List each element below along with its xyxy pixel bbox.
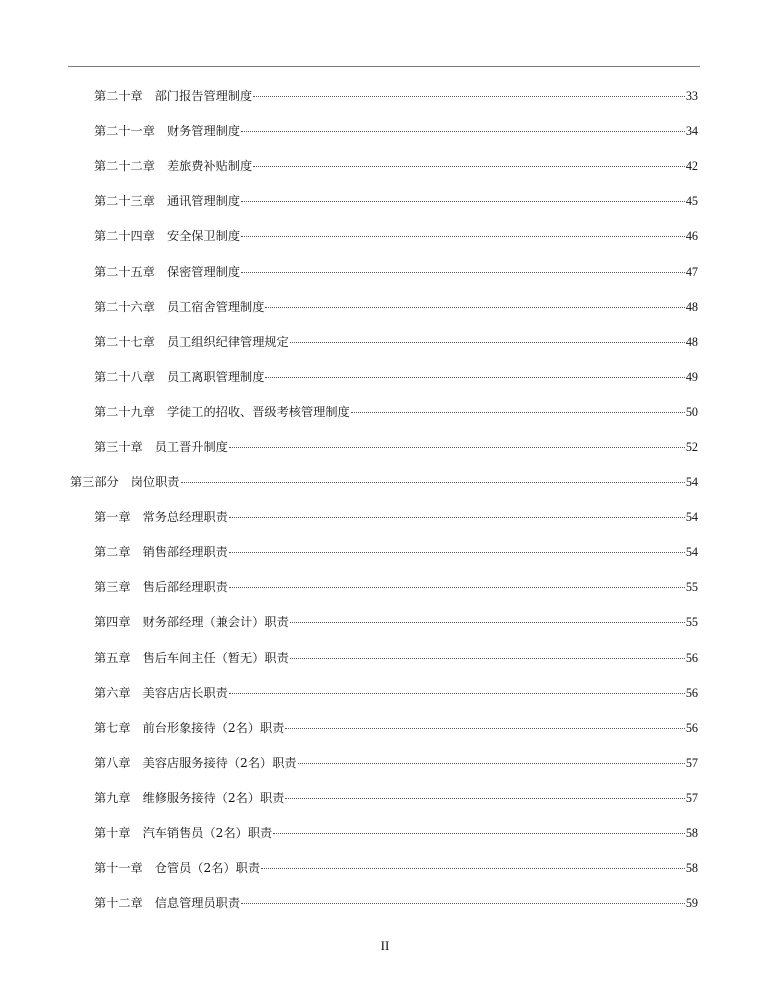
toc-entry-page: 58 (685, 861, 698, 876)
toc-entry-line (94, 719, 770, 736)
toc-entry-title: 财务管理制度 (166, 124, 241, 139)
toc-entry-line (94, 157, 770, 174)
toc-entry-number: 第二章 (94, 545, 131, 560)
dot-leader (229, 552, 685, 553)
toc-entry[interactable] (0, 359, 770, 394)
toc-entry[interactable] (0, 289, 770, 324)
toc-entry-title: 售后部经理职责 (142, 580, 228, 595)
toc-entry-number: 第九章 (94, 790, 131, 805)
dot-leader (290, 342, 685, 343)
toc-entry-number: 第二十六章 (94, 299, 155, 314)
toc-entry-title: 通讯管理制度 (166, 194, 241, 209)
toc-entry[interactable] (0, 148, 770, 183)
toc-entry-number: 第四章 (94, 615, 131, 630)
toc-entry-title: 安全保卫制度 (166, 229, 241, 244)
toc-entry[interactable] (0, 324, 770, 359)
toc-entry-line (94, 368, 770, 385)
toc-entry-page: 52 (685, 439, 698, 454)
toc-entry-line (94, 438, 770, 455)
toc-entry-line (70, 473, 770, 490)
toc-entry-page: 56 (685, 685, 698, 700)
dot-leader (241, 236, 685, 237)
toc-entry[interactable] (0, 604, 770, 639)
toc-entry-page: 54 (685, 545, 698, 560)
toc-part-entry[interactable] (0, 464, 770, 499)
toc-entry-line (94, 263, 770, 280)
toc-entry-number: 第七章 (94, 720, 131, 735)
toc-entry[interactable] (0, 745, 770, 780)
dot-leader (229, 517, 685, 518)
toc-entry-title: 学徒工的招收、晋级考核管理制度 (166, 404, 350, 419)
dot-leader (290, 658, 685, 659)
dot-leader (265, 307, 684, 308)
toc-entry-line (94, 754, 770, 771)
toc-entry-page: 34 (685, 124, 698, 139)
toc-entry-page: 57 (685, 790, 698, 805)
toc-entry-line (94, 894, 770, 911)
toc-entry[interactable] (0, 113, 770, 148)
table-of-contents (0, 78, 770, 920)
toc-entry-title: 美容店服务接待（2名）职责 (142, 755, 297, 770)
toc-entry-title: 美容店店长职责 (142, 685, 228, 700)
toc-entry[interactable] (0, 253, 770, 288)
toc-entry[interactable] (0, 183, 770, 218)
dot-leader (229, 693, 685, 694)
toc-entry-line (94, 508, 770, 525)
toc-entry-title: 维修服务接待（2名）职责 (142, 790, 285, 805)
toc-entry-title: 岗位职责 (130, 475, 180, 490)
toc-entry-number: 第二十章 (94, 89, 143, 104)
toc-entry-page: 47 (685, 264, 698, 279)
toc-entry[interactable] (0, 850, 770, 885)
toc-entry-title: 前台形象接待（2名）职责 (142, 720, 285, 735)
toc-entry[interactable] (0, 569, 770, 604)
toc-entry-line (94, 824, 770, 841)
dot-leader (261, 868, 685, 869)
dot-leader (273, 833, 685, 834)
dot-leader (253, 166, 685, 167)
toc-entry-page: 33 (685, 89, 698, 104)
toc-entry-title: 常务总经理职责 (142, 510, 228, 525)
toc-entry-page: 54 (685, 510, 698, 525)
toc-entry-page: 45 (685, 194, 698, 209)
dot-leader (229, 587, 685, 588)
toc-entry[interactable] (0, 499, 770, 534)
toc-entry-title: 员工宿舍管理制度 (166, 299, 265, 314)
toc-entry-page: 48 (685, 334, 698, 349)
header-rule (68, 66, 700, 67)
toc-entry-title: 信息管理员职责 (154, 896, 241, 911)
toc-entry-line (94, 192, 770, 209)
toc-entry[interactable] (0, 78, 770, 113)
dot-leader (241, 131, 685, 132)
toc-entry-number: 第十章 (94, 826, 131, 841)
toc-entry-page: 46 (685, 229, 698, 244)
toc-entry[interactable] (0, 885, 770, 920)
toc-entry[interactable] (0, 534, 770, 569)
toc-entry-line (94, 684, 770, 701)
toc-entry-line (94, 578, 770, 595)
toc-entry-page: 55 (685, 615, 698, 630)
toc-entry-page: 50 (685, 404, 698, 419)
toc-entry[interactable] (0, 815, 770, 850)
page-number: II (380, 938, 390, 953)
toc-entry-number: 第八章 (94, 755, 131, 770)
toc-entry-page: 56 (685, 650, 698, 665)
toc-entry-page: 55 (685, 580, 698, 595)
toc-entry-title: 差旅费补贴制度 (166, 159, 253, 174)
toc-entry-title: 保密管理制度 (166, 264, 241, 279)
toc-entry-number: 第一章 (94, 510, 131, 525)
toc-entry-line (94, 333, 770, 350)
toc-entry-title: 员工晋升制度 (154, 439, 228, 454)
toc-entry-line (94, 403, 770, 420)
dot-leader (298, 763, 685, 764)
toc-entry-number: 第二十七章 (94, 334, 155, 349)
toc-entry-number: 第十一章 (94, 861, 143, 876)
toc-entry[interactable] (0, 710, 770, 745)
dot-leader (285, 728, 684, 729)
toc-entry[interactable] (0, 394, 770, 429)
toc-entry-title: 汽车销售员（2名）职责 (142, 826, 273, 841)
toc-entry-page: 48 (685, 299, 698, 314)
dot-leader (351, 412, 685, 413)
toc-entry-title: 员工组织纪律管理规定 (166, 334, 289, 349)
toc-entry-title: 部门报告管理制度 (154, 89, 253, 104)
toc-entry-page: 59 (685, 896, 698, 911)
toc-entry-number: 第三十章 (94, 439, 143, 454)
toc-entry-line (94, 87, 770, 104)
toc-entry-number: 第三部分 (70, 475, 119, 490)
toc-entry-number: 第二十四章 (94, 229, 155, 244)
toc-entry-title: 员工离职管理制度 (166, 369, 265, 384)
dot-leader (265, 377, 684, 378)
toc-entry-number: 第二十九章 (94, 404, 155, 419)
toc-entry[interactable] (0, 429, 770, 464)
toc-entry-number: 第三章 (94, 580, 131, 595)
toc-entry-line (94, 789, 770, 806)
toc-entry[interactable] (0, 780, 770, 815)
toc-entry-line (94, 613, 770, 630)
toc-entry-number: 第二十八章 (94, 369, 155, 384)
toc-entry-title: 销售部经理职责 (142, 545, 228, 560)
toc-entry-number: 第二十一章 (94, 124, 155, 139)
dot-leader (253, 96, 685, 97)
toc-entry[interactable] (0, 640, 770, 675)
dot-leader (181, 482, 685, 483)
toc-entry-line (94, 227, 770, 244)
toc-entry-number: 第二十二章 (94, 159, 155, 174)
toc-entry-title: 售后车间主任（暂无）职责 (142, 650, 289, 665)
toc-entry-number: 第五章 (94, 650, 131, 665)
toc-entry-page: 56 (685, 720, 698, 735)
toc-entry-page: 49 (685, 369, 698, 384)
dot-leader (229, 447, 685, 448)
toc-entry-line (94, 298, 770, 315)
toc-entry-page: 54 (685, 475, 698, 490)
toc-entry-title: 仓管员（2名）职责 (154, 861, 261, 876)
toc-entry-line (94, 543, 770, 560)
toc-entry[interactable] (0, 675, 770, 710)
toc-entry-line (94, 649, 770, 666)
toc-entry-page: 42 (685, 159, 698, 174)
dot-leader (290, 622, 685, 623)
toc-entry-line (94, 122, 770, 139)
toc-entry[interactable] (0, 218, 770, 253)
dot-leader (285, 798, 684, 799)
toc-entry-title: 财务部经理（兼会计）职责 (142, 615, 289, 630)
toc-entry-number: 第六章 (94, 685, 131, 700)
dot-leader (241, 201, 685, 202)
toc-entry-number: 第二十五章 (94, 264, 155, 279)
toc-entry-page: 57 (685, 755, 698, 770)
dot-leader (241, 903, 685, 904)
dot-leader (241, 272, 685, 273)
toc-entry-number: 第二十三章 (94, 194, 155, 209)
toc-entry-line (94, 859, 770, 876)
toc-entry-page: 58 (685, 826, 698, 841)
toc-entry-number: 第十二章 (94, 896, 143, 911)
